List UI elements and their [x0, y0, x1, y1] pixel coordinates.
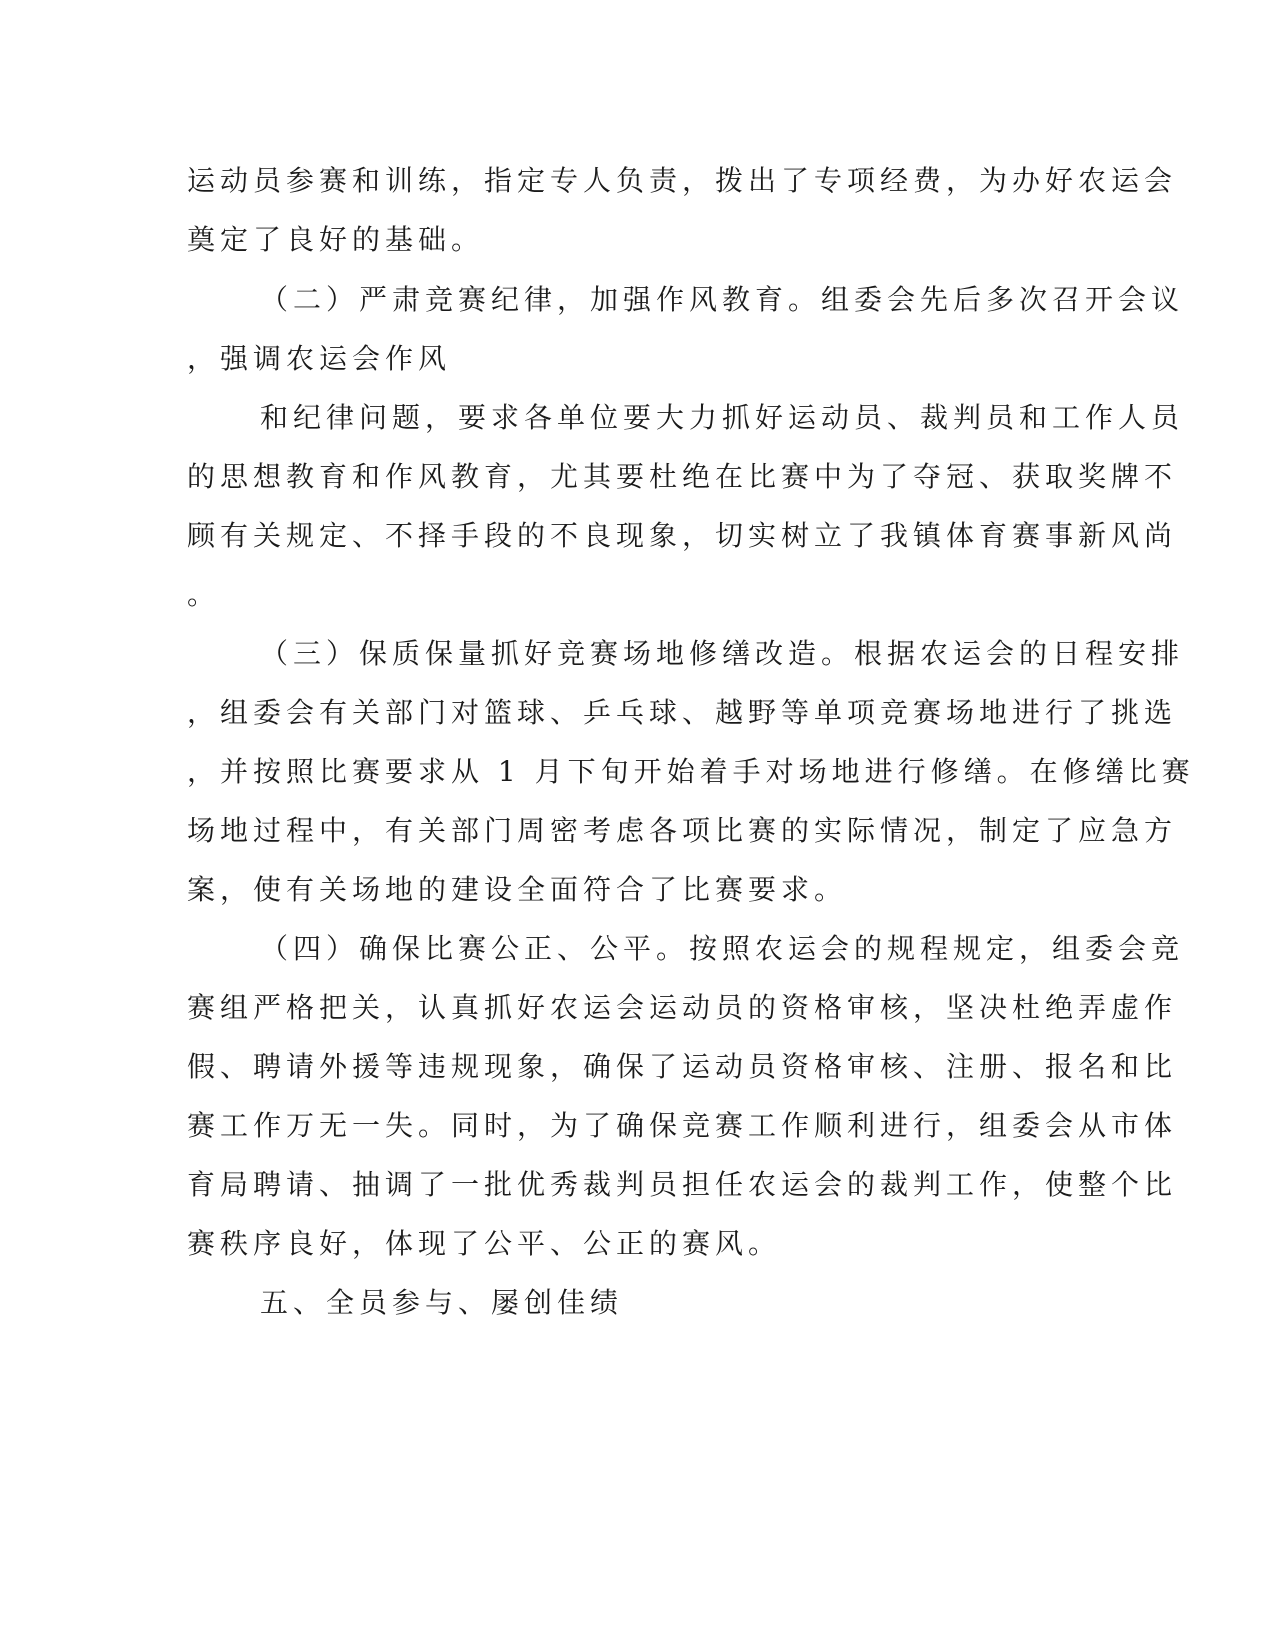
text-line: 赛工作万无一失。同时，为了确保竞赛工作顺利进行，组委会从市体 — [187, 1109, 1178, 1142]
text-line: 育局聘请、抽调了一批优秀裁判员担任农运会的裁判工作，使整个比 — [187, 1168, 1178, 1201]
text-line: 案，使有关场地的建设全面符合了比赛要求。 — [187, 873, 848, 906]
text-line: 顾有关规定、不择手段的不良现象，切实树立了我镇体育赛事新风尚 — [187, 519, 1178, 552]
text-line: 。 — [187, 578, 221, 611]
text-line: ，并按照比赛要求从 1 月下旬开始着手对场地进行修缮。在修缮比赛 — [187, 755, 1195, 788]
text-line: 奠定了良好的基础。 — [187, 223, 485, 256]
text-line: （三）保质保量抓好竞赛场地修缮改造。根据农运会的日程安排 — [260, 637, 1185, 670]
text-line: 运动员参赛和训练，指定专人负责，拨出了专项经费，为办好农运会 — [187, 164, 1178, 197]
text-line: 赛秩序良好，体现了公平、公正的赛风。 — [187, 1227, 782, 1260]
text-line: （四）确保比赛公正、公平。按照农运会的规程规定，组委会竞 — [260, 932, 1185, 965]
text-line: ，强调农运会作风 — [187, 342, 452, 375]
text-line: 假、聘请外援等违规现象，确保了运动员资格审核、注册、报名和比 — [187, 1050, 1178, 1083]
text-line: 赛组严格把关，认真抓好农运会运动员的资格审核，坚决杜绝弄虚作 — [187, 991, 1178, 1024]
section-heading: 五、全员参与、屡创佳绩 — [260, 1286, 624, 1319]
text-line: 的思想教育和作风教育，尤其要杜绝在比赛中为了夺冠、获取奖牌不 — [187, 460, 1178, 493]
text-line: 和纪律问题，要求各单位要大力抓好运动员、裁判员和工作人员 — [260, 401, 1185, 434]
text-line: （二）严肃竞赛纪律，加强作风教育。组委会先后多次召开会议 — [260, 283, 1185, 316]
text-line: 场地过程中，有关部门周密考虑各项比赛的实际情况，制定了应急方 — [187, 814, 1178, 847]
text-line: ，组委会有关部门对篮球、乒乓球、越野等单项竞赛场地进行了挑选 — [187, 696, 1178, 729]
